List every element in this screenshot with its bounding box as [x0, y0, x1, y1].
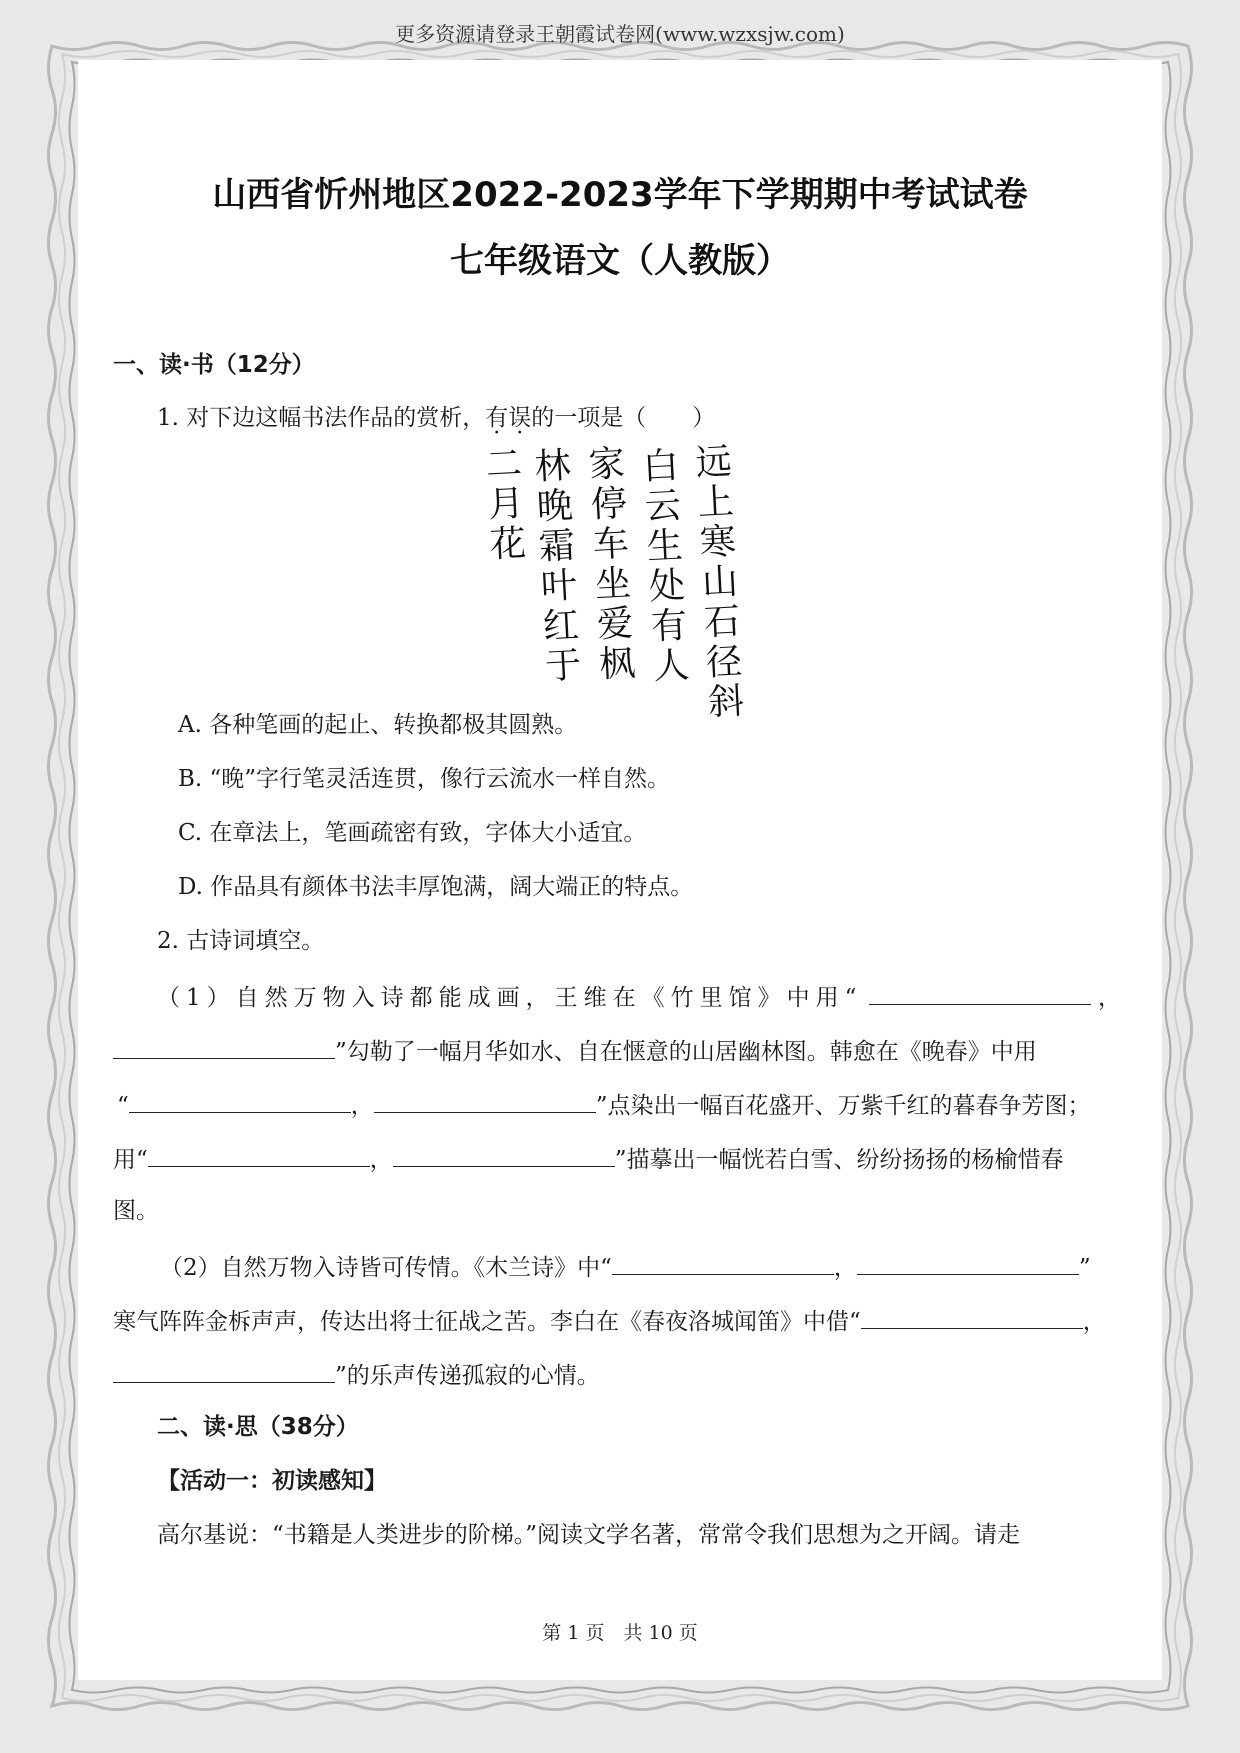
answer-blank[interactable]: [148, 1142, 370, 1167]
exam-title: 山西省忻州地区2022-2023学年下学期期中考试试卷: [212, 175, 1028, 215]
q2-p2-comma: ，: [1082, 1309, 1106, 1335]
q1-option-c: C. 在章法上，笔画疏密有致，字体大小适宜。: [178, 820, 647, 846]
q1-stem-tail: 的一项是（ ）: [531, 405, 716, 431]
q2-p1-text: ”点染出一幅百花盛开、万紫千红的暮春争芳图；: [595, 1093, 1091, 1119]
q2-p1-quote: “: [117, 1093, 129, 1119]
exam-subtitle: 七年级语文（人教版）: [450, 241, 790, 281]
q1-stem-text: 1. 对下边这幅书法作品的赏析，: [157, 405, 486, 431]
q1-option-d: D. 作品具有颜体书法丰厚饱满，阔大端正的特点。: [178, 874, 694, 900]
page-number: 第 1 页 共 10 页: [542, 1622, 698, 1644]
q1-option-a: A. 各种笔画的起止、转换都极其圆熟。: [178, 712, 578, 738]
q2-p2-line1: [160, 1250, 1091, 1283]
answer-blank[interactable]: [113, 1034, 335, 1059]
q1-emphasis-char: 误: [508, 405, 532, 431]
q2-p1-text: ”勾勒了一幅月华如水、自在惬意的山居幽林图。韩愈在《晚春》中用: [335, 1039, 1037, 1065]
q2-p1-comma: ，: [1098, 985, 1127, 1011]
calligraphy-column: 家 停 车 坐 爱 枫: [587, 443, 637, 686]
q2-p1-line3: [117, 1088, 1091, 1121]
answer-blank[interactable]: [612, 1250, 834, 1275]
q2-p2-line2: [113, 1304, 1106, 1337]
answer-blank[interactable]: [374, 1088, 596, 1113]
calligraphy-column: 二 月 花: [484, 443, 528, 566]
answer-blank[interactable]: [861, 1304, 1083, 1329]
answer-blank[interactable]: [869, 980, 1091, 1005]
q2-p1-comma: ，: [369, 1147, 393, 1173]
q2-p2-text: （2）自然万物入诗皆可传情。《木兰诗》中“: [160, 1255, 612, 1281]
answer-blank[interactable]: [129, 1088, 351, 1113]
q2-p2-line3: [113, 1358, 600, 1391]
answer-blank[interactable]: [113, 1358, 335, 1383]
calligraphy-image: [484, 441, 754, 724]
q2-p2-comma: ，: [833, 1255, 857, 1281]
q1-stem: [157, 403, 715, 433]
q1-emphasis-char: 有: [485, 405, 509, 431]
section2-intro: 高尔基说：“书籍是人类进步的阶梯。”阅读文学名著，常常令我们思想为之开阔。请走: [157, 1522, 1021, 1548]
q2-p2-text: 寒气阵阵金柝声声，传达出将士征战之苦。李白在《春夜洛城闻笛》中借“: [113, 1309, 861, 1335]
q2-p1-text: 用“: [113, 1147, 148, 1173]
website-note: 更多资源请登录王朝霞试卷网(www.wzxsjw.com): [395, 22, 845, 46]
answer-blank[interactable]: [857, 1250, 1079, 1275]
q2-p2-quote: ”: [1078, 1255, 1091, 1281]
calligraphy-column: 白 云 生 处 有 人: [641, 445, 691, 688]
calligraphy-column: 林 晚 霜 叶 红 于: [533, 445, 583, 688]
q2-p2-text: ”的乐声传递孤寂的心情。: [335, 1363, 600, 1389]
q2-p1-line2: [113, 1034, 1037, 1067]
q2-p1-comma: ，: [350, 1093, 374, 1119]
answer-blank[interactable]: [393, 1142, 615, 1167]
q2-stem: 2. 古诗词填空。: [157, 928, 325, 954]
q1-option-b: B. “晚”字行笔灵活连贯，像行云流水一样自然。: [178, 766, 671, 792]
q2-p1-line4: [113, 1142, 1064, 1175]
q2-p1-line1: [157, 980, 1127, 1013]
q2-p1-text: ”描摹出一幅恍若白雪、纷纷扬扬的杨榆惜春: [614, 1147, 1064, 1173]
section1-heading: 一、读·书（12分）: [113, 352, 315, 378]
activity1-heading: 【活动一：初读感知】: [157, 1468, 387, 1494]
q2-p1-text: （1）自然万物入诗都能成画，王维在《竹里馆》中用“: [157, 985, 863, 1011]
q2-p1-line5: 图。: [113, 1198, 159, 1224]
calligraphy-column: 远 上 寒 山 石 径 斜: [694, 441, 746, 724]
section2-heading: 二、读·思（38分）: [157, 1414, 359, 1440]
